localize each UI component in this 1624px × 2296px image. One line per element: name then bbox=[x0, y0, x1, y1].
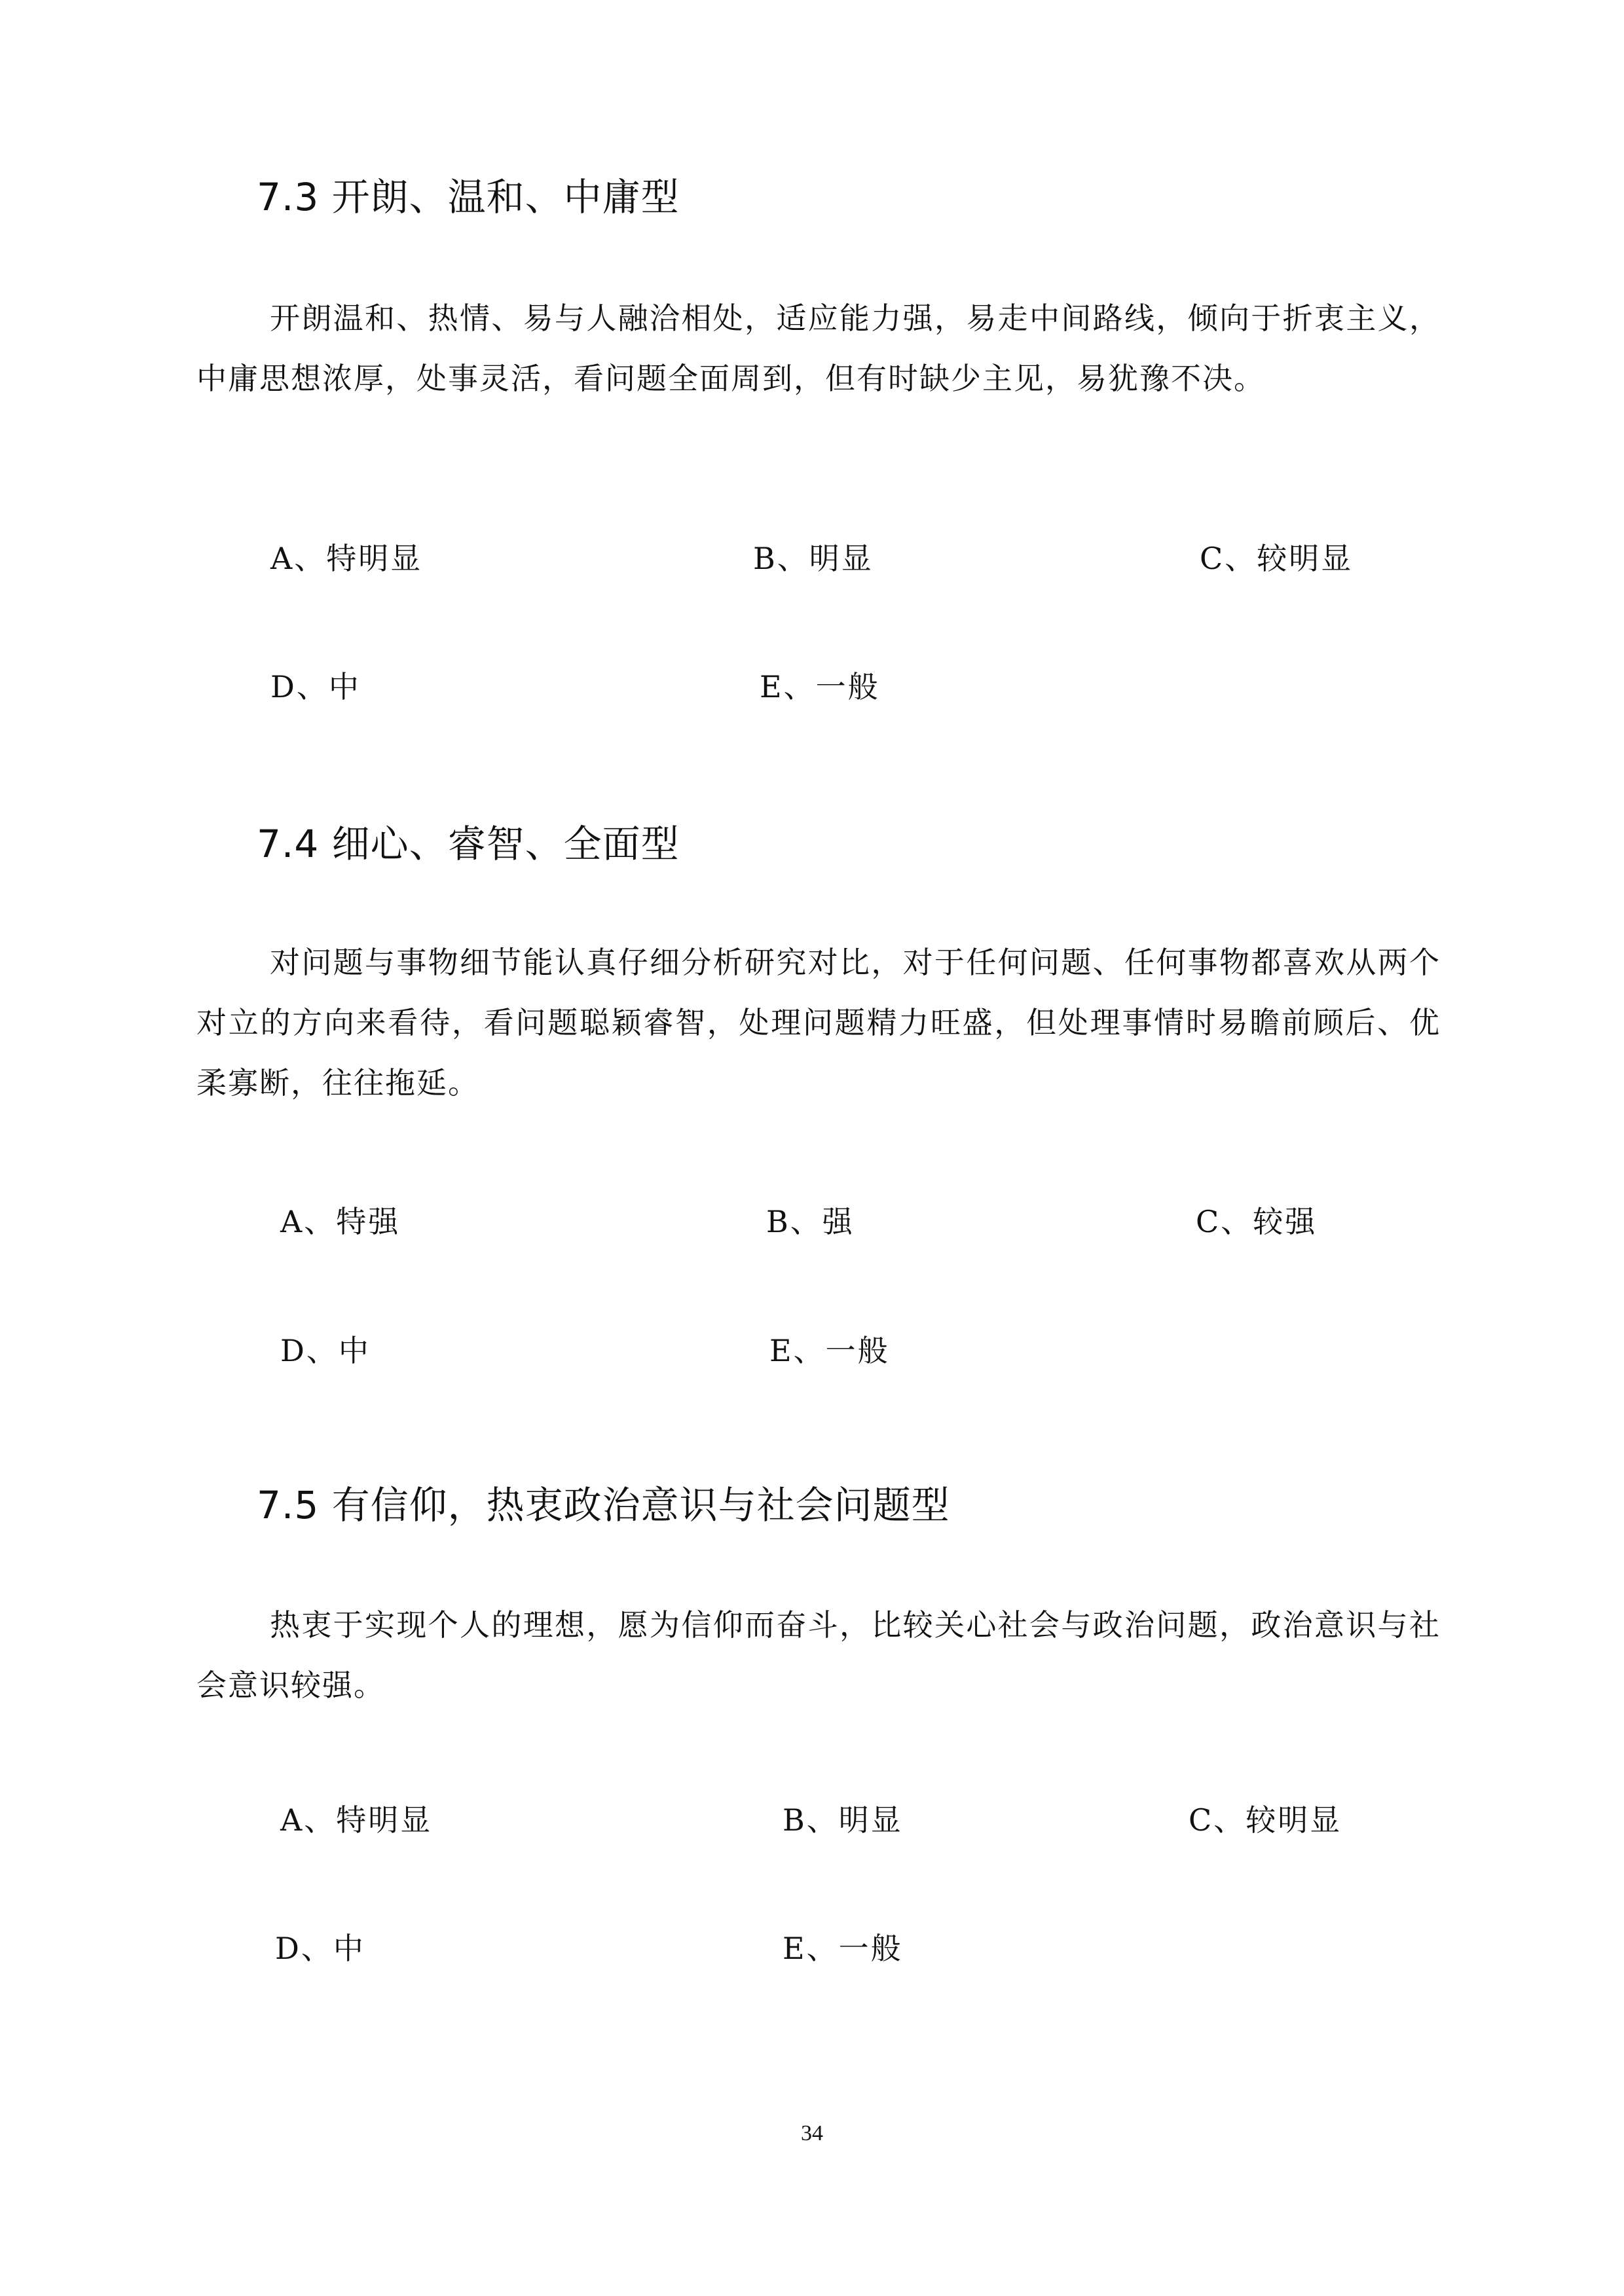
section-paragraph-7-3: 开朗温和、热情、易与人融洽相处，适应能力强，易走中间路线，倾向于折衷主义，中庸思想浓厚，处事灵活，看问题全面周到，但有时缺少主见，易犹豫不决。 bbox=[196, 301, 1441, 396]
option-e: E、一般 bbox=[783, 1931, 903, 1966]
option-c: C、较明显 bbox=[1189, 1802, 1342, 1838]
section-title-7-5: 7.5 有信仰，热衷政治意识与社会问题型 bbox=[257, 1483, 950, 1527]
option-b: B、强 bbox=[766, 1204, 855, 1239]
option-a: A、特明显 bbox=[270, 541, 423, 576]
option-a: A、特明显 bbox=[280, 1802, 433, 1838]
option-d: D、中 bbox=[275, 1931, 365, 1966]
option-b: B、明显 bbox=[783, 1802, 903, 1838]
option-c: C、较强 bbox=[1196, 1204, 1318, 1239]
section-paragraph-7-4: 对问题与事物细节能认真仔细分析研究对比，对于任何问题、任何事物都喜欢从两个对立的方向来看待，看问题聪颖睿智，处理问题精力旺盛，但处理事情时易瞻前顾后、优柔寡断，往往拖延。 bbox=[196, 945, 1441, 1101]
option-d: D、中 bbox=[280, 1333, 371, 1368]
section-title-7-3: 7.3 开朗、温和、中庸型 bbox=[257, 175, 680, 219]
option-e: E、一般 bbox=[769, 1333, 890, 1368]
page-number: 34 bbox=[801, 2121, 823, 2145]
option-e: E、一般 bbox=[760, 669, 880, 704]
section-paragraph-7-5: 热衷于实现个人的理想，愿为信仰而奋斗，比较关心社会与政治问题，政治意识与社会意识较强。 bbox=[196, 1607, 1441, 1703]
option-b: B、明显 bbox=[753, 541, 874, 576]
option-d: D、中 bbox=[270, 669, 361, 704]
option-a: A、特强 bbox=[280, 1204, 401, 1239]
section-title-7-4: 7.4 细心、睿智、全面型 bbox=[257, 822, 680, 866]
option-c: C、较明显 bbox=[1200, 541, 1354, 576]
